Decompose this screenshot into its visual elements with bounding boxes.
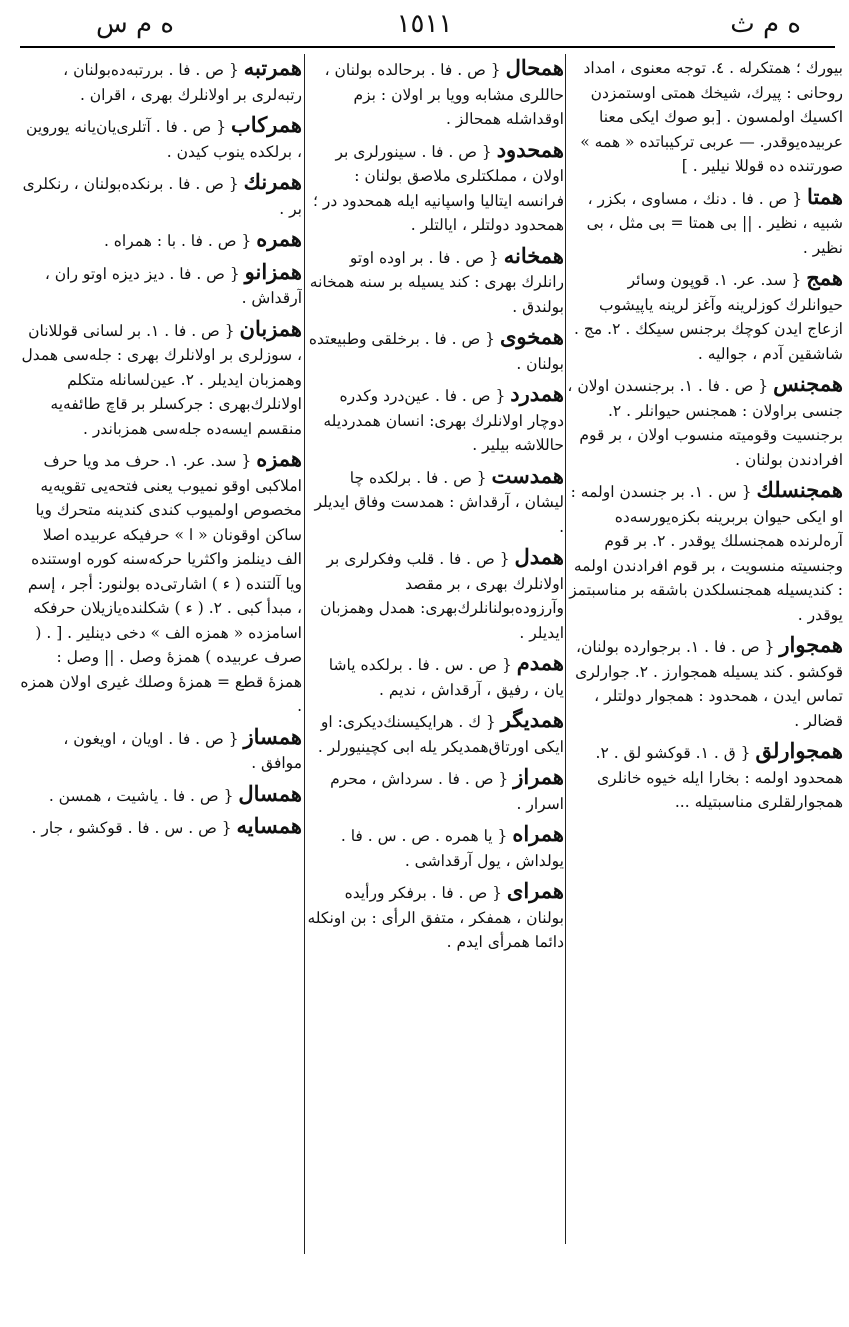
entry-definition: { ص . فا . برفکر ورأیده بولنان ، همفکر ، متفق الرأی : بن اونکله دائما همرأی ایدم . [307, 884, 564, 951]
entry-headword: همدست [491, 462, 564, 488]
entry-headword: همحال [505, 56, 564, 80]
entry-headword: همدرد [510, 381, 564, 406]
entry-headword: همدیگر [500, 707, 564, 732]
entry-definition: { ص . فا . برلکده چا لیشان ، آرقداش : همدست وفاق ایدیلر . [314, 468, 564, 536]
entry-headword: همج [806, 265, 843, 290]
dictionary-entry [306, 244, 564, 320]
dictionary-entry [306, 56, 564, 132]
dictionary-entry [20, 260, 302, 311]
entry-definition: { ق . ١. قوکشو لق . ٢. همحدود اولمه : بخارا ایله خیوه خانلری همجوارلقلری مناسبتیله ... [595, 744, 843, 811]
column-left [20, 56, 302, 1315]
dictionary-entry [20, 227, 302, 254]
dictionary-entry [306, 879, 564, 955]
dictionary-entry [20, 317, 302, 442]
dictionary-entry [20, 447, 302, 719]
entry-definition: { یا همره . ص . س . فا . یولداش ، یول آرقداشی . [340, 827, 564, 870]
entry-headword: همجوارلق [755, 738, 843, 763]
entry-headword: همجوار [779, 632, 843, 657]
header-letters-left: ه م س [96, 9, 174, 39]
entry-headword: همساز [243, 723, 302, 749]
entry-headword: همدم [516, 650, 564, 675]
dictionary-entry [306, 382, 564, 458]
dictionary-entry [566, 56, 843, 179]
entry-definition: { ص . فا . قلب وفکرلری بر اولانلرك بهری ، بر مقصد وآرزوده‌بولنانلرك‌بهری: همدل وهمزبان ایدیلر . [320, 550, 564, 642]
entry-headword: همرکاب [231, 112, 302, 137]
entry-definition: بیورك ؛ همتكرلە . ٤. توجه معنوی ، امداد روحانی : پیرك، شیخك همتی اوستمزدن اکسیك اولمسون . [بو صوك ایکی معنا عربیده‌یوقدر. — عربی ترکیباتده « همه » صورتنده ده قوللا نیلیر . ] [580, 59, 843, 175]
page-number: ١٥١١ [396, 9, 453, 39]
entry-headword: همخانه [503, 242, 564, 268]
entry-definition: { س . ١. بر جنسدن اولمه : او ایکی حیوان بربرینه بکزه‌یورسه‌ده آره‌لرنده همجنسلك یوقدر . ٢. بر قوم وجنسیته منسویت ، بر قوم افرادندن اولمه : کندیسیله همجنسلکدن باشقه بر مناسبتمز یوقدر . [569, 483, 843, 624]
dictionary-entry [306, 765, 564, 816]
entry-definition: { سد. عر. ١. قوپون وسائر حیوانلرك کوزلرینه وآغز لرینه یاپیشوب ازعاج ایدن کوچك برجنس سیکك . ٢. مج . شاشقین آدم ، جوالیه . [574, 271, 843, 363]
entry-headword: همسایه [236, 813, 302, 838]
entry-definition: { ص . فا . ١. بر لسانی قوللانان ، سوزلری بر اولانلرك بهری : جله‌سی همدل وهمزبان ایدیلر . ٢. عین‌لسانله متکلم اولانلرك‌بهری : جرکسلر بر قاچ طائفه‌یه منقسم ایسه‌ده جله‌سی همزباندر . [21, 321, 302, 438]
entry-definition: { ص . فا . دنك ، مساوی ، بکزر ، شبیه ، نظیر . || بی همتا = بی مثل ، بی نظیر . [586, 189, 843, 257]
entry-headword: همرتبه [243, 56, 302, 80]
header-letters-right: ه م ث [730, 9, 801, 39]
dictionary-entry [20, 814, 302, 841]
entry-definition: { ص . فا . برخلقی وطبیعتده بولنان . [308, 330, 564, 373]
entry-definition: { ص . فا . برحالده بولنان ، حاللری مشابه وویا بر اولان : بزم اوقداشله همحالز . [324, 61, 564, 128]
entry-definition: { ص . فا . یاشیت ، همسن . [48, 786, 234, 805]
dictionary-entry [306, 651, 564, 702]
dictionary-entry [566, 185, 843, 261]
entry-definition: { ص . فا . آتلری‌یان‌یانه یوروین ، برلکده ینوب کیدن . [26, 118, 302, 161]
entry-definition: { ص . س . فا . قوکشو ، جار . [31, 819, 232, 837]
entry-headword: همجنسلك [756, 477, 843, 502]
entry-definition: { ص . فا . بررتبه‌ده‌بولنان ، رتبه‌لری بر اولانلرك بهری ، اقران . [63, 61, 302, 104]
entry-definition: { ص . فا . برنکده‌بولنان ، رنکلری بر . [22, 175, 302, 218]
dictionary-entry [20, 56, 302, 107]
entry-headword: همدل [514, 544, 564, 569]
column-divider-left [304, 54, 305, 1254]
dictionary-entry [20, 725, 302, 776]
entry-headword: همرای [506, 878, 564, 903]
header-rule [20, 46, 835, 48]
entry-headword: همرنك [243, 169, 302, 194]
entry-definition: { ص . فا . بر اوده اوتو رانلرك بهری : کند یسیله بر سنه همخانه بولندق . [309, 248, 564, 316]
dictionary-entry [566, 266, 843, 366]
entry-definition: { ك . هرایکیسنك‌دیکری: او ایکی اورتاق‌همدیکر یله ابی کچینیورلر . [317, 713, 564, 756]
dictionary-entry [20, 782, 302, 809]
entry-definition: { ص . فا . ١. برجنسدن اولان ، جنسی براولان : همجنس حیوانلر . ٢. برجنسیت وقومیته منسوب اولان ، بر قوم افرادندن بولنان . [567, 377, 843, 469]
dictionary-entry [306, 325, 564, 376]
dictionary-entry [306, 822, 564, 873]
dictionary-entry [20, 113, 302, 164]
entry-headword: همره [256, 226, 302, 251]
entry-definition: { ص . فا . سرداش ، محرم اسرار . [330, 770, 564, 813]
entry-definition: { ص . فا . دیز دیزه اوتو ران ، آرقداش . [44, 264, 302, 307]
entry-definition: { ص . فا . اویان ، اویغون ، موافق . [63, 729, 302, 772]
entry-headword: همزانو [244, 258, 302, 284]
dictionary-entry [566, 478, 843, 627]
dictionary-entry [566, 633, 843, 733]
entry-headword: همسال [238, 780, 302, 806]
dictionary-entry [306, 708, 564, 759]
dictionary-entry [306, 464, 564, 540]
entry-headword: همجنس [773, 371, 843, 396]
dictionary-entry [20, 170, 302, 221]
entry-headword: همحدود [496, 136, 564, 162]
entry-definition: { سد. عر. ١. حرف مد ویا حرف املاکبی اوقو نمیوب یعنی فتحه‌یی تقویه‌یه مخصوص اولمیوب کندی کندینه متحرك ویا ساکن اوقونان « ا » حرفیکه عربیده اصلا الف دینلمز واکثریا حرکه‌سنه کوره اوستنده ویا آلتنده ( ء ) اشارتی‌ده بولنور: أجر ، إسم ، مبدأ کبی . ٢. ( ء ) شکلنده‌یازیلان حرفکه اسامزده « همزه الف » دخی دینلیر . [ . ( صرف عربیده ) همزهٔ وصل . || وصل : همزهٔ قطع = همزهٔ وصلك غیری اولان همزه . [20, 452, 302, 715]
dictionary-entry [566, 739, 843, 815]
dictionary-entry [306, 138, 564, 238]
entry-headword: همراز [513, 764, 564, 789]
column-right [566, 56, 843, 1315]
entry-headword: همزبان [239, 315, 302, 341]
dictionary-entry [566, 372, 843, 472]
entry-definition: { ص . فا . عین‌درد وکدره دوچار اولانلرك بهری: انسان همدردیله حاللاشه بیلیر . [323, 387, 564, 454]
entry-definition: { ص . س . فا . برلکده یاشا یان ، رفیق ، آرقداش ، ندیم . [328, 656, 564, 699]
entry-headword: همتا [807, 183, 843, 209]
entry-headword: همزه [256, 446, 302, 471]
entry-definition: { ص . فا . سینورلری بر اولان ، مملکتلری ملاصق بولنان : فرانسه ایتالیا واسپانیه ایله همحدود در ؛ همحدود دولتلر ، ایالتلر . [313, 142, 564, 234]
entry-headword: همراه [512, 821, 564, 846]
entry-definition: { ص . فا . ١. برجوارده بولنان، قوکشو . کند یسیله همجوارز . ٢. جوارلری تماس ایدن ، همحدود : همجوار دولتلر ، قضالر . [575, 638, 843, 730]
entry-headword: همخوی [499, 324, 564, 349]
column-middle [306, 56, 564, 1315]
dictionary-entry [306, 545, 564, 645]
entry-definition: { ص . فا . با : همراه . [103, 232, 252, 250]
